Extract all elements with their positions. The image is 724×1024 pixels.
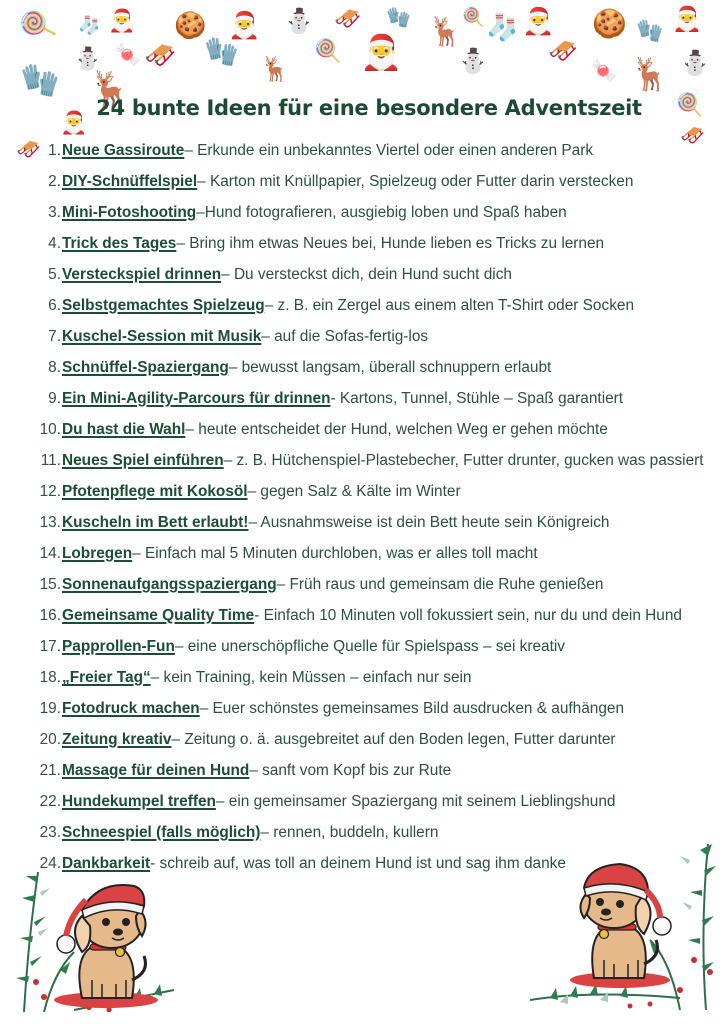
item-heading: Selbstgemachtes Spielzeug bbox=[62, 297, 265, 314]
candy-cane-icon: 🍭 bbox=[314, 38, 342, 63]
item-number: 23. bbox=[39, 824, 61, 841]
list-item bbox=[0, 607, 682, 631]
item-text: – kein Training, kein Müssen – einfach nur sein bbox=[150, 669, 472, 686]
item-heading: Sonnenaufgangsspaziergang bbox=[62, 576, 277, 593]
item-text: – Einfach mal 5 Minuten durchloben, was er alles toll macht bbox=[132, 545, 538, 562]
list-item bbox=[0, 483, 461, 507]
snowman-icon: ⛄ bbox=[458, 48, 488, 75]
reindeer-icon: 🦌 bbox=[630, 56, 670, 92]
item-heading: Mini-Fotoshooting bbox=[62, 204, 197, 221]
item-text: – sanft vom Kopf bis zur Rute bbox=[249, 762, 452, 779]
puppy-santa-hat-right-icon bbox=[560, 860, 680, 992]
list-item bbox=[0, 545, 538, 569]
item-heading: Neues Spiel einführen bbox=[62, 452, 224, 469]
sleigh-icon: 🛷 bbox=[334, 6, 362, 31]
list-item bbox=[0, 390, 623, 414]
list-item bbox=[0, 235, 604, 259]
stocking-icon: 🧦 bbox=[78, 15, 101, 35]
candy-cane-icon: 🍭 bbox=[15, 5, 59, 47]
item-heading: Kuscheln im Bett erlaubt! bbox=[62, 514, 249, 531]
item-heading: Kuschel-Session mit Musik bbox=[62, 328, 262, 345]
snowman-icon: ⛄ bbox=[74, 46, 102, 71]
item-number: 11. bbox=[40, 452, 61, 469]
santa-face-icon: 🎅 bbox=[228, 10, 261, 40]
item-number: 20. bbox=[39, 731, 61, 748]
item-text: – heute entscheidet der Hund, welchen Weg er gehen möchte bbox=[185, 421, 608, 438]
santa-hat-icon: 🎅 bbox=[108, 8, 136, 33]
item-heading: Pfotenpflege mit Kokosöl bbox=[62, 483, 248, 500]
item-heading: DIY-Schnüffelspiel bbox=[62, 173, 198, 190]
item-number: 8. bbox=[48, 359, 61, 376]
item-number: 18. bbox=[39, 669, 61, 686]
reindeer-icon: 🦌 bbox=[260, 56, 290, 83]
santa-face-icon: 🎅 bbox=[360, 34, 403, 72]
item-text: - Kartons, Tunnel, Stühle – Spaß garantiert bbox=[330, 390, 624, 407]
puppy-santa-hat-left-icon bbox=[46, 880, 166, 1010]
peppermint-icon: 🍬 bbox=[114, 42, 142, 67]
item-heading: Schneespiel (falls möglich) bbox=[62, 824, 261, 841]
item-heading: Lobregen bbox=[62, 545, 133, 562]
reindeer-icon: 🦌 bbox=[88, 69, 133, 110]
item-text: – Früh raus und gemeinsam die Ruhe genießen bbox=[276, 576, 604, 593]
item-number: 22. bbox=[39, 793, 61, 810]
item-text: –Hund fotografieren, ausgiebig loben und Spaß haben bbox=[196, 204, 567, 221]
sleigh-icon: 🛷 bbox=[548, 38, 578, 65]
item-text: – Karton mit Knüllpapier, Spielzeug oder Futter darin verstecken bbox=[197, 173, 634, 190]
item-text: – ein gemeinsamer Spaziergang mit seinem Lieblingshund bbox=[215, 793, 616, 810]
item-text: – Ausnahmsweise ist dein Bett heute sein Königreich bbox=[248, 514, 610, 531]
list-item bbox=[0, 731, 616, 755]
item-number: 19. bbox=[39, 700, 61, 717]
item-heading: Massage für deinen Hund bbox=[62, 762, 250, 779]
page-title: 24 bunte Ideen für eine besondere Adventszeit bbox=[96, 96, 642, 120]
item-number: 7. bbox=[48, 328, 61, 345]
santa-face-icon: 🎅 bbox=[60, 110, 88, 135]
item-heading: Ein Mini-Agility-Parcours für drinnen bbox=[62, 390, 331, 407]
sleigh-icon: 🛷 bbox=[144, 40, 177, 70]
item-text: – eine unerschöpfliche Quelle für Spielspass – sei kreativ bbox=[174, 638, 565, 655]
list-item bbox=[0, 328, 428, 352]
item-number: 3. bbox=[48, 204, 61, 221]
list-item bbox=[0, 297, 634, 321]
item-number: 14. bbox=[39, 545, 61, 562]
item-number: 12. bbox=[39, 483, 61, 500]
item-number: 9. bbox=[48, 390, 61, 407]
item-text: – Bring ihm etwas Neues bei, Hunde lieben es Tricks zu lernen bbox=[176, 235, 605, 252]
item-heading: Dankbarkeit bbox=[62, 855, 151, 872]
list-item bbox=[0, 638, 565, 662]
gingerbread-icon: 🍪 bbox=[174, 10, 207, 40]
item-text: - schreib auf, was toll an deinem Hund ist und sag ihm danke bbox=[150, 855, 566, 872]
item-heading: „Freier Tag“ bbox=[62, 669, 151, 686]
list-item bbox=[0, 139, 594, 166]
item-text: - Einfach 10 Minuten voll fokussiert sein, nur du und dein Hund bbox=[254, 607, 682, 624]
list-item bbox=[0, 359, 551, 383]
item-heading: Gemeinsame Quality Time bbox=[62, 607, 255, 624]
snowman-icon: ⛄ bbox=[284, 8, 314, 35]
list-item bbox=[0, 421, 608, 445]
candy-cane-icon: 🍭 bbox=[462, 7, 485, 27]
item-heading: Zeitung kreativ bbox=[62, 731, 172, 748]
item-text: – Erkunde ein unbekanntes Viertel oder einen anderen Park bbox=[184, 142, 594, 159]
item-text: – z. B. ein Zergel aus einem alten T-Shirt oder Socken bbox=[264, 297, 635, 314]
item-heading: Hundekumpel treffen bbox=[62, 793, 216, 810]
item-heading: Neue Gassiroute bbox=[62, 142, 185, 159]
item-heading: Trick des Tages bbox=[62, 235, 177, 252]
list-item bbox=[0, 576, 603, 600]
candy-cane-icon: 🍭 bbox=[676, 92, 704, 117]
list-item bbox=[0, 700, 624, 724]
item-heading: Schnüffel-Spaziergang bbox=[62, 359, 229, 376]
item-number: 5. bbox=[48, 266, 61, 283]
item-text: – auf die Sofas-fertig-los bbox=[261, 328, 429, 345]
item-number: 10. bbox=[39, 421, 61, 438]
item-number: 24. bbox=[39, 855, 61, 872]
item-heading: Du hast die Wahl bbox=[62, 421, 186, 438]
stocking-icon: 🧦 bbox=[486, 12, 519, 42]
item-text: – z. B. Hütchenspiel-Plastebecher, Futter drunter, gucken was passiert bbox=[223, 452, 704, 469]
list-item bbox=[0, 824, 438, 848]
sleigh-icon: 🛷 bbox=[680, 125, 705, 147]
item-number: 21. bbox=[39, 762, 61, 779]
list-item bbox=[0, 762, 451, 786]
list-item bbox=[0, 266, 512, 290]
list-item bbox=[0, 452, 704, 476]
item-number: 6. bbox=[48, 297, 61, 314]
mitten-icon: 🧤 bbox=[636, 18, 664, 43]
item-number: 2. bbox=[48, 173, 61, 190]
santa-hat-icon: 🎅 bbox=[522, 6, 555, 36]
peppermint-icon: 🍬 bbox=[590, 58, 618, 83]
item-text: – gegen Salz & Kälte im Winter bbox=[247, 483, 461, 500]
item-number: 4. bbox=[48, 235, 61, 252]
item-text: – Euer schönstes gemeinsames Bild ausdrucken & aufhängen bbox=[199, 700, 625, 717]
mitten-icon: 🧤 bbox=[204, 36, 239, 67]
mitten-icon: 🧤 bbox=[386, 7, 411, 29]
item-heading: Papprollen-Fun bbox=[62, 638, 175, 655]
item-number: 16. bbox=[39, 607, 61, 624]
item-text: – Zeitung o. ä. ausgebreitet auf den Boden legen, Futter darunter bbox=[171, 731, 616, 748]
list-item bbox=[0, 514, 609, 538]
item-number: 13. bbox=[39, 514, 61, 531]
item-number: 1. bbox=[48, 142, 61, 159]
list-item bbox=[0, 793, 615, 817]
snowman-icon: ⛄ bbox=[680, 50, 710, 77]
list-item bbox=[0, 173, 633, 197]
reindeer-icon: 🦌 bbox=[428, 16, 463, 47]
mitten-icon: 🧤 bbox=[20, 62, 60, 98]
item-number: 15. bbox=[39, 576, 61, 593]
santa-face-icon: 🎅 bbox=[672, 6, 702, 33]
sleigh-icon: 🛷 bbox=[16, 139, 41, 161]
list-item bbox=[0, 669, 472, 693]
item-text: – rennen, buddeln, kullern bbox=[260, 824, 439, 841]
gingerbread-icon: 🍪 bbox=[592, 8, 627, 39]
item-heading: Fotodruck machen bbox=[62, 700, 200, 717]
item-number: 17. bbox=[39, 638, 61, 655]
item-heading: Versteckspiel drinnen bbox=[62, 266, 222, 283]
item-text: – Du versteckst dich, dein Hund sucht dich bbox=[221, 266, 512, 283]
item-text: – bewusst langsam, überall schnuppern erlaubt bbox=[228, 359, 552, 376]
list-item bbox=[0, 204, 567, 228]
